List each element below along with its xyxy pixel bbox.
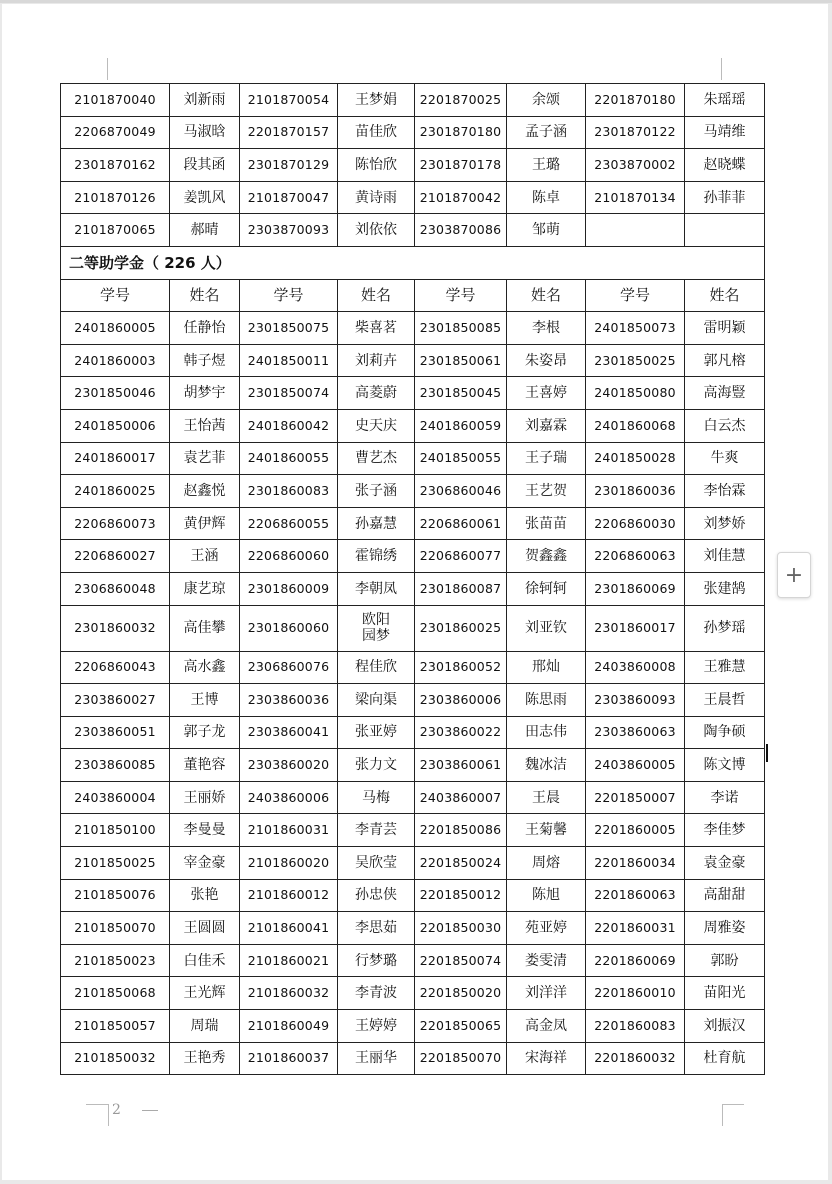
student-name-cell: 刘依依 — [338, 214, 415, 247]
student-name-cell: 苗佳欣 — [338, 116, 415, 149]
student-name-cell: 王丽华 — [338, 1042, 415, 1075]
student-name-cell: 张苗苗 — [507, 507, 586, 540]
student-name-cell: 贺鑫鑫 — [507, 540, 586, 573]
student-id-cell — [586, 214, 685, 247]
student-name-cell: 张艳 — [170, 879, 240, 912]
student-id-cell: 2201850024 — [415, 847, 507, 880]
student-name-cell: 袁金豪 — [685, 847, 765, 880]
page-number-rule — [142, 1110, 158, 1111]
student-name-cell: 行梦璐 — [338, 944, 415, 977]
student-id-cell: 2306860048 — [61, 572, 170, 605]
student-name-cell: 姓名 — [685, 279, 765, 312]
student-name-cell: 刘新雨 — [170, 84, 240, 117]
student-name-cell: 郭盼 — [685, 944, 765, 977]
student-name-cell: 邢灿 — [507, 651, 586, 684]
student-name-cell: 苗阳光 — [685, 977, 765, 1010]
student-name-cell: 王婷婷 — [338, 1010, 415, 1043]
student-id-cell: 2403860007 — [415, 781, 507, 814]
table-row — [61, 507, 765, 540]
student-name-cell: 郭子龙 — [170, 716, 240, 749]
student-name-cell: 孙菲菲 — [685, 181, 765, 214]
student-name-cell: 马靖维 — [685, 116, 765, 149]
table-row — [61, 344, 765, 377]
student-name-cell: 霍锦绣 — [338, 540, 415, 573]
student-id-cell: 学号 — [586, 279, 685, 312]
student-id-cell: 2101860037 — [240, 1042, 338, 1075]
student-id-cell: 2101850076 — [61, 879, 170, 912]
table-row — [61, 181, 765, 214]
student-id-cell: 学号 — [240, 279, 338, 312]
page-corner-mark — [86, 1104, 108, 1105]
student-name-cell: 魏冰洁 — [507, 749, 586, 782]
student-id-cell: 2201850065 — [415, 1010, 507, 1043]
section-title: 二等助学金（ 226 人） — [61, 246, 765, 279]
student-name-cell: 姓名 — [507, 279, 586, 312]
student-name-cell: 高甜甜 — [685, 879, 765, 912]
student-id-cell: 2303860063 — [586, 716, 685, 749]
student-name-cell: 刘梦娇 — [685, 507, 765, 540]
student-id-cell: 2301850075 — [240, 312, 338, 345]
student-id-cell: 2303860085 — [61, 749, 170, 782]
student-id-cell: 2101870065 — [61, 214, 170, 247]
student-id-cell: 2201860083 — [586, 1010, 685, 1043]
student-name-cell: 王怡茜 — [170, 409, 240, 442]
student-name-cell: 王圆圆 — [170, 912, 240, 945]
student-id-cell: 2401860025 — [61, 475, 170, 508]
student-name-cell: 柴喜茗 — [338, 312, 415, 345]
student-id-cell: 2301860009 — [240, 572, 338, 605]
student-name-cell: 李怡霖 — [685, 475, 765, 508]
student-name-cell: 黄诗雨 — [338, 181, 415, 214]
student-id-cell: 2206860060 — [240, 540, 338, 573]
student-name-cell: 郝晴 — [170, 214, 240, 247]
student-name-cell: 郭凡榕 — [685, 344, 765, 377]
student-id-cell: 2201870025 — [415, 84, 507, 117]
student-id-cell: 2201860031 — [586, 912, 685, 945]
table-row — [61, 847, 765, 880]
student-name-cell: 黄伊辉 — [170, 507, 240, 540]
student-id-cell: 2101860021 — [240, 944, 338, 977]
student-name-cell: 曹艺杰 — [338, 442, 415, 475]
student-id-cell: 2101860020 — [240, 847, 338, 880]
student-name-cell: 陈怡欣 — [338, 149, 415, 182]
student-name-cell: 李朝凤 — [338, 572, 415, 605]
table-row — [61, 814, 765, 847]
student-name-cell: 任静怡 — [170, 312, 240, 345]
student-id-cell: 2401860055 — [240, 442, 338, 475]
student-name-cell: 高海豎 — [685, 377, 765, 410]
student-id-cell: 2201850020 — [415, 977, 507, 1010]
student-name-cell: 张力文 — [338, 749, 415, 782]
student-id-cell: 2206870049 — [61, 116, 170, 149]
student-name-cell: 朱姿昂 — [507, 344, 586, 377]
student-id-cell: 2101870134 — [586, 181, 685, 214]
student-name-cell: 王晨 — [507, 781, 586, 814]
student-id-cell: 2303860022 — [415, 716, 507, 749]
student-id-cell: 2301870178 — [415, 149, 507, 182]
student-id-cell: 2301870162 — [61, 149, 170, 182]
table-row — [61, 84, 765, 117]
student-name-cell: 苑亚婷 — [507, 912, 586, 945]
table-row — [61, 149, 765, 182]
student-name-cell: 田志伟 — [507, 716, 586, 749]
student-id-cell: 2201860034 — [586, 847, 685, 880]
table-row — [61, 214, 765, 247]
student-name-cell: 赵晓蝶 — [685, 149, 765, 182]
student-name-cell: 姜凯风 — [170, 181, 240, 214]
table-header-row — [61, 279, 765, 312]
table-row — [61, 944, 765, 977]
student-id-cell: 2101870054 — [240, 84, 338, 117]
student-id-cell: 2206860030 — [586, 507, 685, 540]
table-row — [61, 977, 765, 1010]
student-id-cell: 2101860041 — [240, 912, 338, 945]
student-id-cell: 2201850070 — [415, 1042, 507, 1075]
student-id-cell: 2303860006 — [415, 684, 507, 717]
table-row — [61, 1010, 765, 1043]
student-id-cell: 2401860017 — [61, 442, 170, 475]
student-id-cell: 2101850023 — [61, 944, 170, 977]
student-name-cell: 白云杰 — [685, 409, 765, 442]
student-name-cell: 孙梦瑶 — [685, 605, 765, 651]
student-name-cell: 陈文博 — [685, 749, 765, 782]
student-name-cell: 邹萌 — [507, 214, 586, 247]
student-id-cell: 2101850032 — [61, 1042, 170, 1075]
student-id-cell: 2401850080 — [586, 377, 685, 410]
student-id-cell: 2303860020 — [240, 749, 338, 782]
student-id-cell: 2101850057 — [61, 1010, 170, 1043]
student-name-cell: 余颂 — [507, 84, 586, 117]
student-name-cell: 张子涵 — [338, 475, 415, 508]
page-corner-mark — [722, 1104, 744, 1105]
page-corner-mark — [107, 58, 108, 80]
table-body — [61, 84, 765, 1075]
student-id-cell: 2101860049 — [240, 1010, 338, 1043]
student-name-cell: 高金凤 — [507, 1010, 586, 1043]
table-row — [61, 540, 765, 573]
student-name-cell: 张亚婷 — [338, 716, 415, 749]
student-id-cell: 2201860032 — [586, 1042, 685, 1075]
student-id-cell: 2401860005 — [61, 312, 170, 345]
student-name-cell: 高佳攀 — [170, 605, 240, 651]
student-id-cell: 2201860005 — [586, 814, 685, 847]
student-name-cell: 孙嘉慧 — [338, 507, 415, 540]
student-id-cell: 2401860059 — [415, 409, 507, 442]
student-id-cell: 2101870047 — [240, 181, 338, 214]
student-name-cell: 董艳容 — [170, 749, 240, 782]
student-id-cell: 2206860027 — [61, 540, 170, 573]
table-row — [61, 651, 765, 684]
student-id-cell: 2303870086 — [415, 214, 507, 247]
student-name-cell: 王菊馨 — [507, 814, 586, 847]
student-id-cell: 2403860005 — [586, 749, 685, 782]
student-name-cell: 王涵 — [170, 540, 240, 573]
student-id-cell: 2201860063 — [586, 879, 685, 912]
student-id-cell: 2303860051 — [61, 716, 170, 749]
student-id-cell: 2201870157 — [240, 116, 338, 149]
student-id-cell: 2303860041 — [240, 716, 338, 749]
student-id-cell: 2301850085 — [415, 312, 507, 345]
student-name-cell: 周雅姿 — [685, 912, 765, 945]
student-name-cell: 王喜婷 — [507, 377, 586, 410]
student-name-cell: 陈卓 — [507, 181, 586, 214]
student-id-cell: 2301860069 — [586, 572, 685, 605]
student-id-cell: 2403860008 — [586, 651, 685, 684]
student-id-cell: 2401850073 — [586, 312, 685, 345]
student-name-cell: 陈旭 — [507, 879, 586, 912]
student-id-cell: 2301850061 — [415, 344, 507, 377]
student-name-cell: 雷明颖 — [685, 312, 765, 345]
student-id-cell: 学号 — [61, 279, 170, 312]
student-id-cell: 2401860042 — [240, 409, 338, 442]
student-name-cell: 段其函 — [170, 149, 240, 182]
student-id-cell: 2201850012 — [415, 879, 507, 912]
student-name-cell: 李诺 — [685, 781, 765, 814]
student-id-cell: 2101850068 — [61, 977, 170, 1010]
student-id-cell: 2301850046 — [61, 377, 170, 410]
student-id-cell: 2306860046 — [415, 475, 507, 508]
student-name-cell: 刘佳慧 — [685, 540, 765, 573]
table-row — [61, 912, 765, 945]
student-id-cell: 2401850055 — [415, 442, 507, 475]
student-id-cell: 2101860031 — [240, 814, 338, 847]
student-id-cell: 2101850070 — [61, 912, 170, 945]
student-name-cell: 宰金豪 — [170, 847, 240, 880]
student-name-cell: 王梦娟 — [338, 84, 415, 117]
student-id-cell: 2201850074 — [415, 944, 507, 977]
student-id-cell: 2301860060 — [240, 605, 338, 651]
student-name-cell: 周熔 — [507, 847, 586, 880]
table-row — [61, 879, 765, 912]
page-corner-mark — [721, 58, 722, 80]
add-button[interactable] — [777, 552, 811, 598]
student-id-cell: 2301860032 — [61, 605, 170, 651]
student-id-cell: 2301850074 — [240, 377, 338, 410]
table-row — [61, 684, 765, 717]
student-id-cell: 2303860036 — [240, 684, 338, 717]
student-name-cell: 陈思雨 — [507, 684, 586, 717]
student-name-cell: 王璐 — [507, 149, 586, 182]
student-name-cell: 姓名 — [170, 279, 240, 312]
student-id-cell: 2101860032 — [240, 977, 338, 1010]
table-row — [61, 442, 765, 475]
table-row — [61, 116, 765, 149]
student-name-cell: 刘洋洋 — [507, 977, 586, 1010]
student-name-cell: 程佳欣 — [338, 651, 415, 684]
table-row — [61, 1042, 765, 1075]
student-name-cell: 王光辉 — [170, 977, 240, 1010]
student-id-cell: 2306860076 — [240, 651, 338, 684]
student-name-cell: 王博 — [170, 684, 240, 717]
student-id-cell: 2301860036 — [586, 475, 685, 508]
student-name-cell: 史天庆 — [338, 409, 415, 442]
table-row — [61, 312, 765, 345]
student-name-cell: 刘亚钦 — [507, 605, 586, 651]
student-id-cell: 2401850011 — [240, 344, 338, 377]
student-id-cell: 2201870180 — [586, 84, 685, 117]
student-id-cell: 2301870122 — [586, 116, 685, 149]
student-id-cell: 2403860004 — [61, 781, 170, 814]
student-id-cell: 2201850086 — [415, 814, 507, 847]
student-id-cell: 2201850007 — [586, 781, 685, 814]
student-id-cell: 2401860068 — [586, 409, 685, 442]
student-id-cell: 2301850045 — [415, 377, 507, 410]
student-name-cell: 王晨哲 — [685, 684, 765, 717]
student-name-cell: 姓名 — [338, 279, 415, 312]
plus-icon: + — [784, 562, 804, 588]
student-id-cell: 2101850100 — [61, 814, 170, 847]
student-id-cell: 2206860073 — [61, 507, 170, 540]
student-id-cell: 2206860061 — [415, 507, 507, 540]
student-name-cell: 马梅 — [338, 781, 415, 814]
student-id-cell: 2303860093 — [586, 684, 685, 717]
student-name-cell: 杜育航 — [685, 1042, 765, 1075]
student-name-cell: 李青波 — [338, 977, 415, 1010]
student-name-cell: 高水鑫 — [170, 651, 240, 684]
student-id-cell: 2303860061 — [415, 749, 507, 782]
student-name-cell: 韩子煜 — [170, 344, 240, 377]
student-id-cell: 2301870129 — [240, 149, 338, 182]
student-name-cell: 刘嘉霖 — [507, 409, 586, 442]
student-name-cell: 朱瑶瑶 — [685, 84, 765, 117]
student-id-cell: 2301870180 — [415, 116, 507, 149]
student-name-cell: 赵鑫悦 — [170, 475, 240, 508]
student-name-cell: 梁向渠 — [338, 684, 415, 717]
student-id-cell: 2201860069 — [586, 944, 685, 977]
student-id-cell: 2401850006 — [61, 409, 170, 442]
student-name-cell: 王丽娇 — [170, 781, 240, 814]
student-name-cell: 孟子涵 — [507, 116, 586, 149]
student-name-cell: 娄雯清 — [507, 944, 586, 977]
student-name-cell: 王子瑞 — [507, 442, 586, 475]
student-name-cell: 高菱蔚 — [338, 377, 415, 410]
student-id-cell: 2206860063 — [586, 540, 685, 573]
student-id-cell: 2101860012 — [240, 879, 338, 912]
student-id-cell: 2206860077 — [415, 540, 507, 573]
student-name-cell: 马淑晗 — [170, 116, 240, 149]
student-name-cell: 白佳禾 — [170, 944, 240, 977]
student-name-cell: 刘莉卉 — [338, 344, 415, 377]
student-name-cell: 徐轲轲 — [507, 572, 586, 605]
table-row — [61, 749, 765, 782]
student-name-cell: 宋海祥 — [507, 1042, 586, 1075]
student-name-cell: 吴欣莹 — [338, 847, 415, 880]
student-name-cell: 刘振汉 — [685, 1010, 765, 1043]
student-id-cell: 2101870126 — [61, 181, 170, 214]
student-name-cell: 康艺琼 — [170, 572, 240, 605]
student-name-cell: 李根 — [507, 312, 586, 345]
student-id-cell: 2403860006 — [240, 781, 338, 814]
student-name-cell: 胡梦宇 — [170, 377, 240, 410]
student-id-cell: 2206860055 — [240, 507, 338, 540]
student-id-cell: 2301860017 — [586, 605, 685, 651]
student-name-cell: 袁艺菲 — [170, 442, 240, 475]
student-name-cell: 王艳秀 — [170, 1042, 240, 1075]
student-name-cell: 陶争硕 — [685, 716, 765, 749]
page-corner-mark — [722, 1104, 723, 1126]
page-corner-mark — [108, 1104, 109, 1126]
student-name-cell: 张建鹄 — [685, 572, 765, 605]
student-name-cell: 李青芸 — [338, 814, 415, 847]
table-row — [61, 781, 765, 814]
page-number: 2 — [112, 1102, 121, 1118]
student-id-cell: 2301850025 — [586, 344, 685, 377]
text-cursor — [766, 744, 768, 762]
student-id-cell: 2101850025 — [61, 847, 170, 880]
table-row — [61, 475, 765, 508]
window-top-border — [0, 0, 832, 3]
student-name-cell: 周瑞 — [170, 1010, 240, 1043]
student-id-cell: 2101870042 — [415, 181, 507, 214]
student-id-cell: 2301860025 — [415, 605, 507, 651]
student-id-cell: 学号 — [415, 279, 507, 312]
student-id-cell: 2101870040 — [61, 84, 170, 117]
student-id-cell: 2401860003 — [61, 344, 170, 377]
student-name-cell: 王艺贺 — [507, 475, 586, 508]
student-name-cell: 王雅慧 — [685, 651, 765, 684]
table-row — [61, 409, 765, 442]
student-name-cell: 孙忠侠 — [338, 879, 415, 912]
student-name-cell — [685, 214, 765, 247]
student-id-cell: 2201860010 — [586, 977, 685, 1010]
table-row — [61, 572, 765, 605]
table-row — [61, 377, 765, 410]
student-id-cell: 2301860083 — [240, 475, 338, 508]
student-id-cell: 2301860052 — [415, 651, 507, 684]
student-id-cell: 2201850030 — [415, 912, 507, 945]
student-name-cell: 欧阳 园梦 — [338, 605, 415, 651]
student-id-cell: 2303860027 — [61, 684, 170, 717]
student-id-cell: 2303870002 — [586, 149, 685, 182]
student-id-cell: 2301860087 — [415, 572, 507, 605]
student-name-cell: 牛爽 — [685, 442, 765, 475]
student-id-cell: 2401850028 — [586, 442, 685, 475]
student-id-cell: 2206860043 — [61, 651, 170, 684]
section-title-row — [61, 246, 765, 279]
student-name-cell: 李佳梦 — [685, 814, 765, 847]
student-name-cell: 李曼曼 — [170, 814, 240, 847]
table-row — [61, 716, 765, 749]
table-row — [61, 605, 765, 651]
student-name-cell: 李思茹 — [338, 912, 415, 945]
student-id-cell: 2303870093 — [240, 214, 338, 247]
grant-table — [60, 83, 765, 1075]
